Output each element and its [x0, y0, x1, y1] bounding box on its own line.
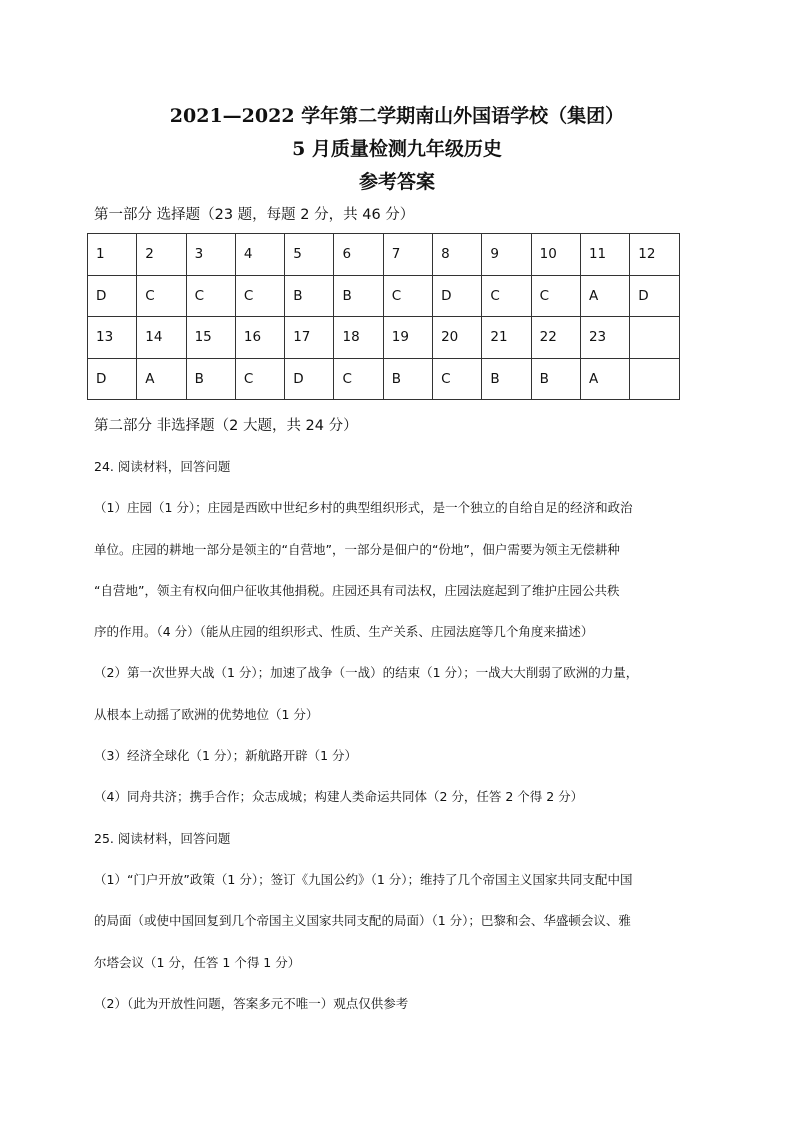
question-number-cell: 12 — [630, 234, 679, 276]
answer-cell: D — [88, 358, 137, 400]
answer-cell: C — [334, 358, 383, 400]
answer-table — [87, 233, 680, 400]
question-number-cell: 4 — [235, 234, 284, 276]
question-number-row — [88, 234, 680, 276]
question-number-cell: 16 — [235, 317, 284, 359]
question-number-cell: 20 — [433, 317, 482, 359]
answer-cell — [630, 358, 679, 400]
q24-line: （1）庄园（1 分）；庄园是西欧中世纪乡村的典型组织形式，是一个独立的自给自足的经济和政治 — [94, 500, 633, 516]
answer-row — [88, 358, 680, 400]
question-number-cell: 23 — [580, 317, 629, 359]
answer-row — [88, 275, 680, 317]
question-number-cell: 8 — [433, 234, 482, 276]
question-number-row — [88, 317, 680, 359]
doc-title-line1: 2021—2022 学年第二学期南山外国语学校（集团） — [169, 105, 625, 127]
question-number-cell: 17 — [285, 317, 334, 359]
question-number-cell: 19 — [383, 317, 432, 359]
q25-line: 的局面（或使中国回复到几个帝国主义国家共同支配的局面）（1 分）；巴黎和会、华盛顿会议、雅 — [94, 913, 631, 929]
question-number-cell — [630, 317, 679, 359]
q25-line: （1）“门户开放”政策（1 分）；签订《九国公约》（1 分）；维持了几个帝国主义国家共同支配中国 — [94, 871, 633, 887]
answer-cell: D — [630, 275, 679, 317]
answer-cell: B — [383, 358, 432, 400]
question-number-cell: 11 — [580, 234, 629, 276]
question-number-cell: 18 — [334, 317, 383, 359]
answer-cell: B — [285, 275, 334, 317]
q24-line: 序的作用。（4 分）（能从庄园的组织形式、性质、生产关系、庄园法庭等几个角度来描述） — [94, 624, 594, 640]
question-number-cell: 1 — [88, 234, 137, 276]
question-number-cell: 2 — [137, 234, 186, 276]
question-number-cell: 9 — [482, 234, 531, 276]
question-number-cell: 10 — [531, 234, 580, 276]
answer-cell: C — [531, 275, 580, 317]
answer-cell: C — [186, 275, 235, 317]
q24-line: 从根本上动摇了欧洲的优势地位（1 分） — [94, 706, 319, 722]
answer-cell: C — [482, 275, 531, 317]
doc-title-line3: 参考答案 — [358, 171, 435, 193]
question-number-cell: 15 — [186, 317, 235, 359]
question-number-cell: 21 — [482, 317, 531, 359]
answer-cell: D — [285, 358, 334, 400]
answer-cell: C — [235, 358, 284, 400]
question-number-cell: 3 — [186, 234, 235, 276]
q25-line: 尔塔会议（1 分，任答 1 个得 1 分） — [94, 954, 301, 970]
part1-heading: 第一部分 选择题（23 题，每题 2 分，共 46 分） — [94, 207, 415, 223]
question-number-cell: 22 — [531, 317, 580, 359]
question-number-cell: 14 — [137, 317, 186, 359]
q24-line: 单位。庄园的耕地一部分是领主的“自营地”，一部分是佃户的“份地”，佃户需要为领主无偿耕种 — [94, 541, 620, 557]
answer-cell: D — [88, 275, 137, 317]
answer-cell: C — [383, 275, 432, 317]
q25-title: 25. 阅读材料，回答问题 — [94, 830, 231, 846]
answer-cell: B — [186, 358, 235, 400]
answer-cell: B — [334, 275, 383, 317]
q24-line: （3）经济全球化（1 分）；新航路开辟（1 分） — [94, 748, 358, 764]
answer-cell: A — [137, 358, 186, 400]
doc-title-line2: 5 月质量检测九年级历史 — [292, 138, 502, 160]
q24-line: （2）第一次世界大战（1 分）；加速了战争（一战）的结束（1 分）；一战大大削弱了欧洲的力量， — [94, 665, 639, 681]
q24-title: 24. 阅读材料，回答问题 — [94, 459, 231, 474]
answer-cell: D — [433, 275, 482, 317]
answer-cell: C — [235, 275, 284, 317]
answer-cell: B — [531, 358, 580, 400]
answer-cell: A — [580, 275, 629, 317]
q24-line: （4）同舟共济；携手合作；众志成城；构建人类命运共同体（2 分，任答 2 个得 2 分） — [94, 789, 584, 805]
answer-cell: A — [580, 358, 629, 400]
q24-block — [94, 446, 714, 1024]
answer-cell: B — [482, 358, 531, 400]
question-number-cell: 7 — [383, 234, 432, 276]
q25-line: （2）（此为开放性问题，答案多元不唯一）观点仅供参考 — [94, 995, 409, 1011]
question-number-cell: 13 — [88, 317, 137, 359]
question-number-cell: 5 — [285, 234, 334, 276]
answer-cell: C — [137, 275, 186, 317]
q24-line: “自营地”，领主有权向佃户征收其他捐税。庄园还具有司法权，庄园法庭起到了维护庄园公共秩 — [94, 582, 620, 598]
answer-cell: C — [433, 358, 482, 400]
part2-heading: 第二部分 非选择题（2 大题，共 24 分） — [94, 418, 358, 434]
question-number-cell: 6 — [334, 234, 383, 276]
